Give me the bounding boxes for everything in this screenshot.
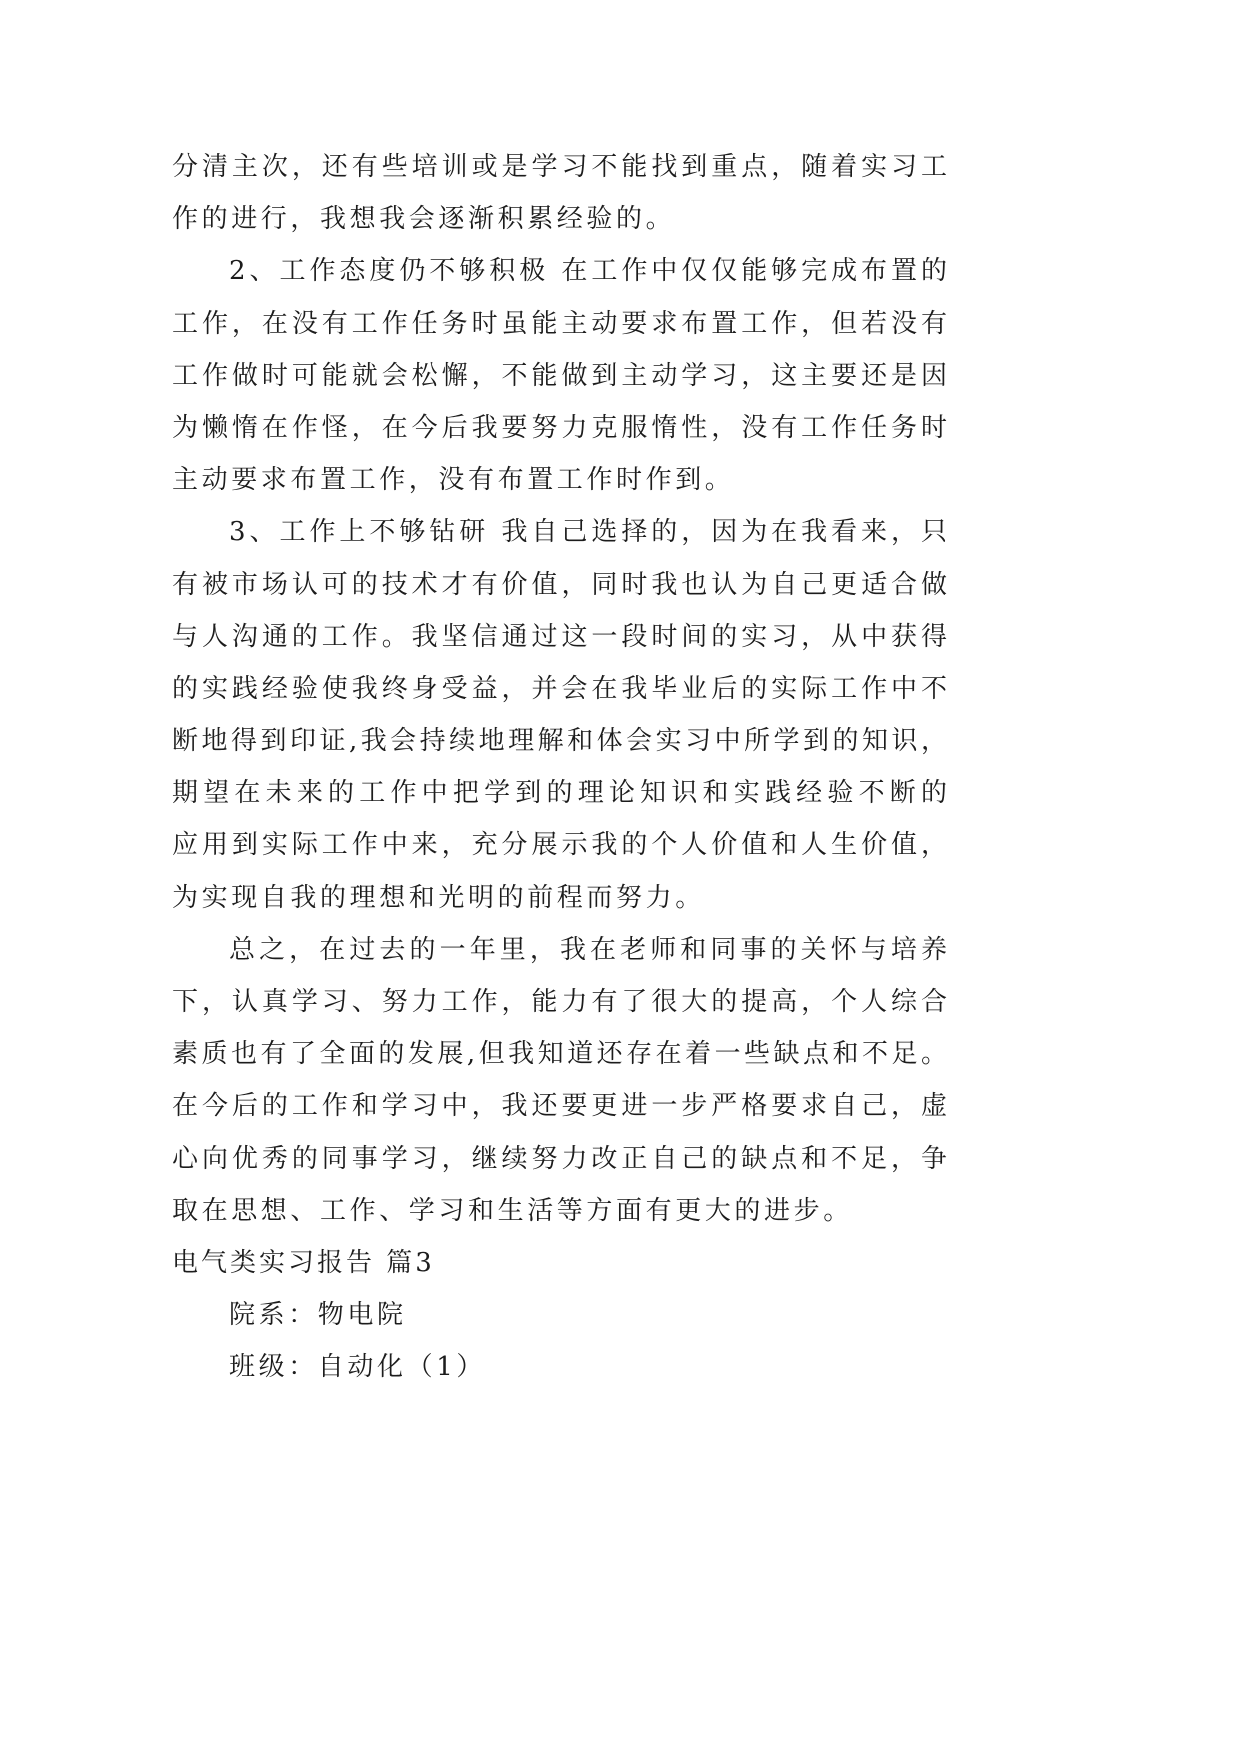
- info-department: 院系：物电院: [229, 1300, 407, 1331]
- text-line: 分清主次，还有些培训或是学习不能找到重点，随着实习工: [172, 152, 947, 182]
- paragraph: [172, 141, 947, 245]
- section-heading: 电气类实习报告 篇3: [172, 1247, 435, 1278]
- text-line: 下，认真学习、努力工作，能力有了很大的提高，个人综合: [172, 987, 947, 1017]
- text-line: 心向优秀的同事学习，继续努力改正自己的缺点和不足，争: [172, 1143, 947, 1174]
- text-line: 工作，在没有工作任务时虽能主动要求布置工作，但若没有: [172, 308, 947, 339]
- text-line: 断地得到印证,我会持续地理解和体会实习中所学到的知识，: [172, 726, 947, 757]
- info-class: 班级：自动化（1）: [229, 1352, 486, 1383]
- paragraph: [172, 245, 947, 506]
- text-line: 为实现自我的理想和光明的前程而努力。: [172, 882, 705, 913]
- text-line: 与人沟通的工作。我坚信通过这一段时间的实习，从中获得: [172, 621, 947, 652]
- text-line: 3、工作上不够钻研 我自己选择的，因为在我看来，只: [229, 517, 947, 548]
- text-line: 有被市场认可的技术才有价值，同时我也认为自己更适合做: [172, 569, 947, 600]
- text-line: 在今后的工作和学习中，我还要更进一步严格要求自己，虚: [172, 1091, 947, 1122]
- text-line: 2、工作态度仍不够积极 在工作中仅仅能够完成布置的: [229, 256, 947, 287]
- text-line: 作的进行，我想我会逐渐积累经验的。: [172, 204, 676, 235]
- paragraph: [172, 506, 947, 924]
- text-line: 应用到实际工作中来，充分展示我的个人价值和人生价值，: [172, 830, 947, 861]
- info-block: [172, 1289, 947, 1393]
- text-line: 取在思想、工作、学习和生活等方面有更大的进步。: [172, 1195, 853, 1226]
- text-line: 期望在未来的工作中把学到的理论知识和实践经验不断的: [172, 778, 947, 809]
- text-line: 工作做时可能就会松懈，不能做到主动学习，这主要还是因: [172, 360, 947, 391]
- text-line: 为懒惰在作怪，在今后我要努力克服惰性，没有工作任务时: [172, 412, 947, 443]
- document-body: [172, 141, 947, 1394]
- text-line: 素质也有了全面的发展,但我知道还存在着一些缺点和不足。: [172, 1039, 947, 1070]
- paragraph: [172, 924, 947, 1237]
- text-line: 总之，在过去的一年里，我在老师和同事的关怀与培养: [229, 934, 947, 965]
- text-line: 的实践经验使我终身受益，并会在我毕业后的实际工作中不: [172, 673, 947, 704]
- text-line: 主动要求布置工作，没有布置工作时作到。: [172, 465, 735, 496]
